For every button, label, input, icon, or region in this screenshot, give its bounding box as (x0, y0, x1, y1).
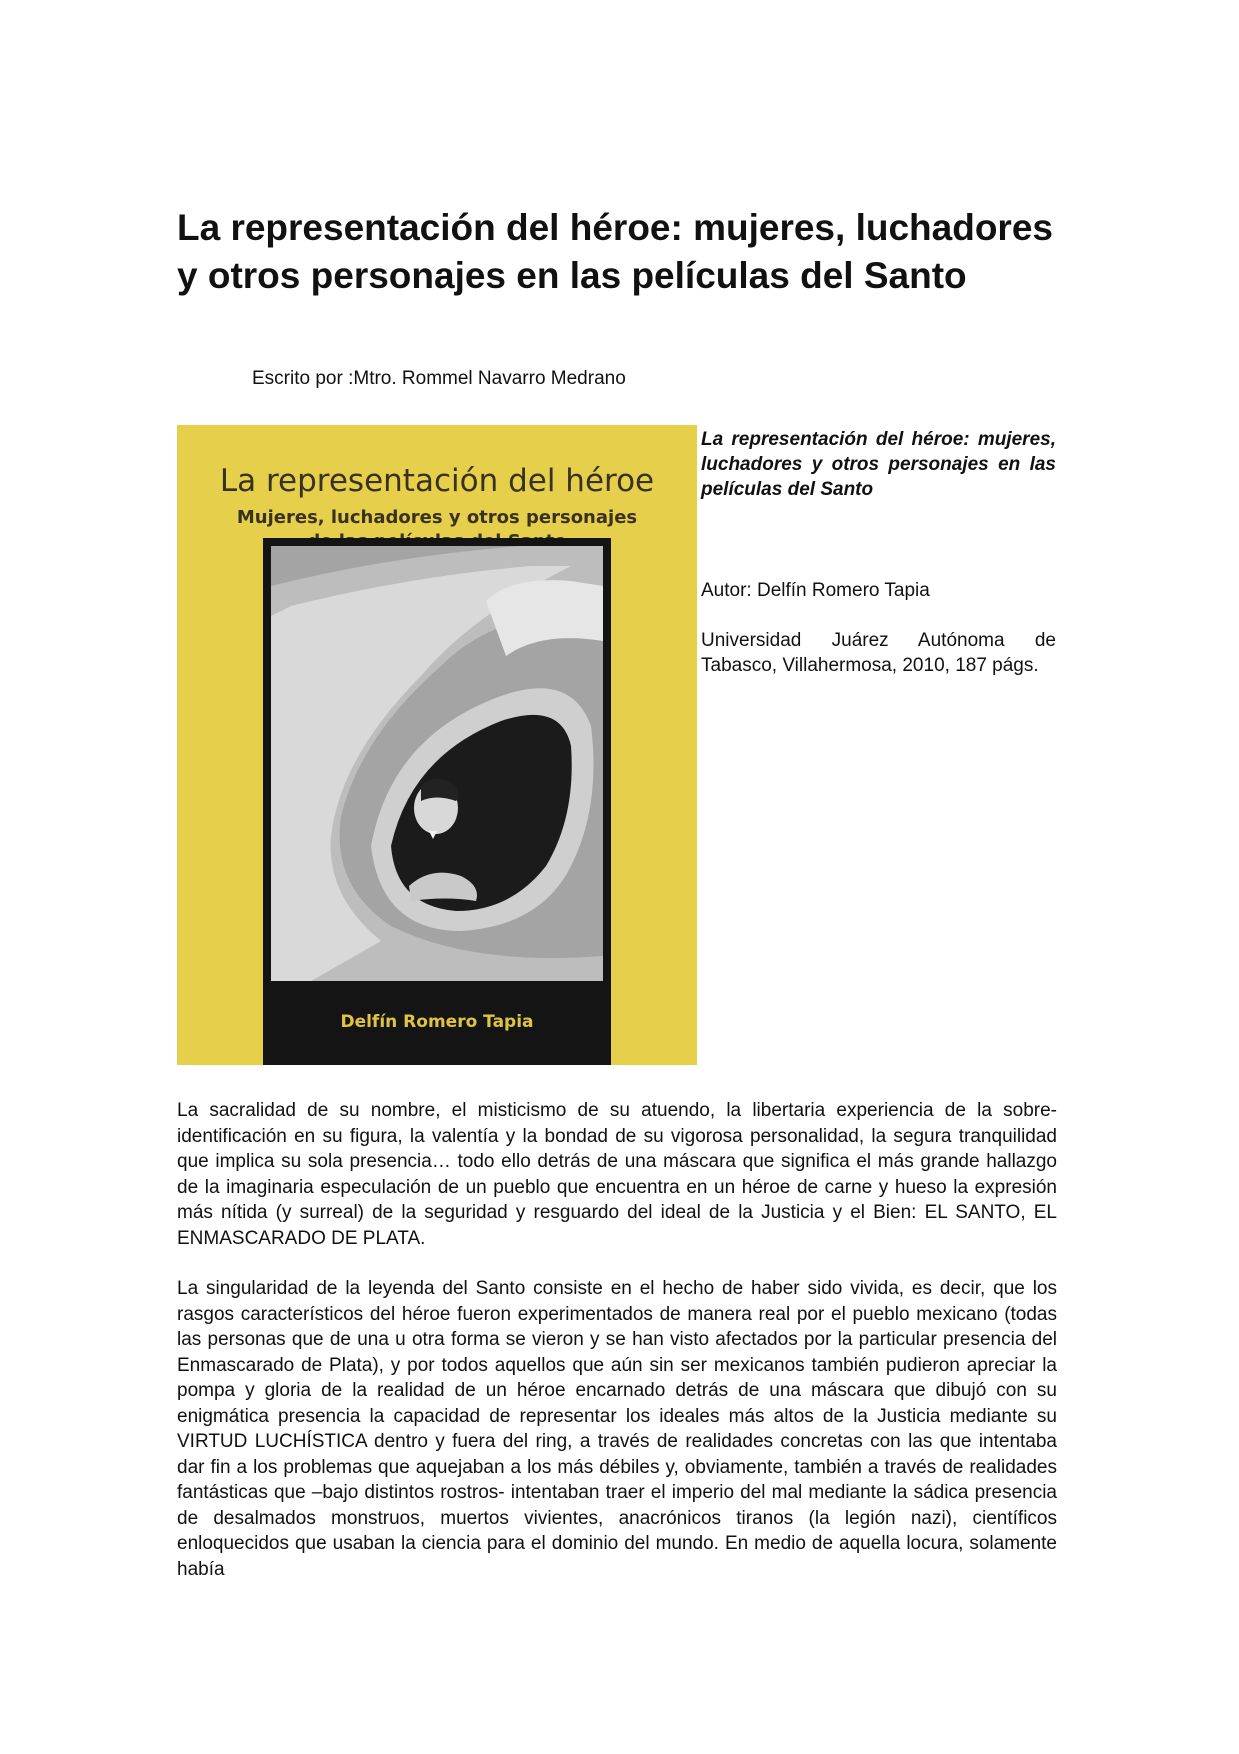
book-cover-image (177, 425, 697, 1065)
cover-author: Delfín Romero Tapia (340, 1012, 534, 1032)
page-title: La representación del héroe: mujeres, luchadores y otros personajes en las películas del Santo (177, 207, 1053, 296)
mask-illustration (271, 546, 603, 981)
cover-black-panel (263, 538, 611, 1065)
body-paragraph: La sacralidad de su nombre, el misticismo de su atuendo, la libertaria experiencia de la sobre-identificación en su figura, la valentía y la bondad de su vigorosa personalidad, la segura tranquilidad que implica su sola presencia… todo ello detrás de una máscara que significa el más grande hallazgo de la imaginaria especulación de un pueblo que encuentra en un héroe de carne y hueso la expresión más nítida (y surreal) de la seguridad y resguardo del ideal de la Justicia y el Bien: EL SANTO, EL ENMASCARADO DE PLATA. (177, 1100, 1057, 1249)
byline: Escrito por :Mtro. Rommel Navarro Medrano (252, 368, 626, 389)
book-title: La representación del héroe: mujeres, luchadores y otros personajes en las películas del Santo (701, 429, 1056, 500)
article-body (177, 1098, 1057, 1607)
body-paragraph: La singularidad de la leyenda del Santo consiste en el hecho de haber sido vivida, es decir, que los rasgos característicos del héroe fueron experimentados de manera real por el pueblo mexicano (todas las personas que de una u otra forma se vieron y se han visto afectados por la particular presencia del Enmascarado de Plata), y por todos aquellos que aún sin ser mexicanos también pudieron apreciar la pompa y gloria de la realidad de un héroe encarnado detrás de una máscara que dibujó con su enigmática presencia la capacidad de representar los ideales más altos de la Justicia mediante su VIRTUD LUCHÍSTICA dentro y fuera del ring, a través de realidades concretas con las que intentaba dar fin a los problemas que aquejaban a los más débiles y, obviamente, también a través de realidades fantásticas que –bajo distintos rostros- intentaban traer el imperio del mal mediante la sádica presencia de desalmados monstruos, muertos vivientes, anacrónicos tiranos (la legión nazi), científicos enloquecidos que usaban la ciencia para el dominio del mundo. En medio de aquella locura, solamente había (177, 1278, 1057, 1580)
book-details (701, 427, 1056, 678)
cover-title: La representación del héroe (219, 463, 655, 499)
cover-subtitle-line1: Mujeres, luchadores y otros personajes (236, 507, 638, 528)
book-author: Autor: Delfín Romero Tapia (701, 580, 930, 601)
book-publication: Universidad Juárez Autónoma de Tabasco, Villahermosa, 2010, 187 págs. (701, 630, 1056, 676)
cover-mask-photo (271, 546, 603, 981)
